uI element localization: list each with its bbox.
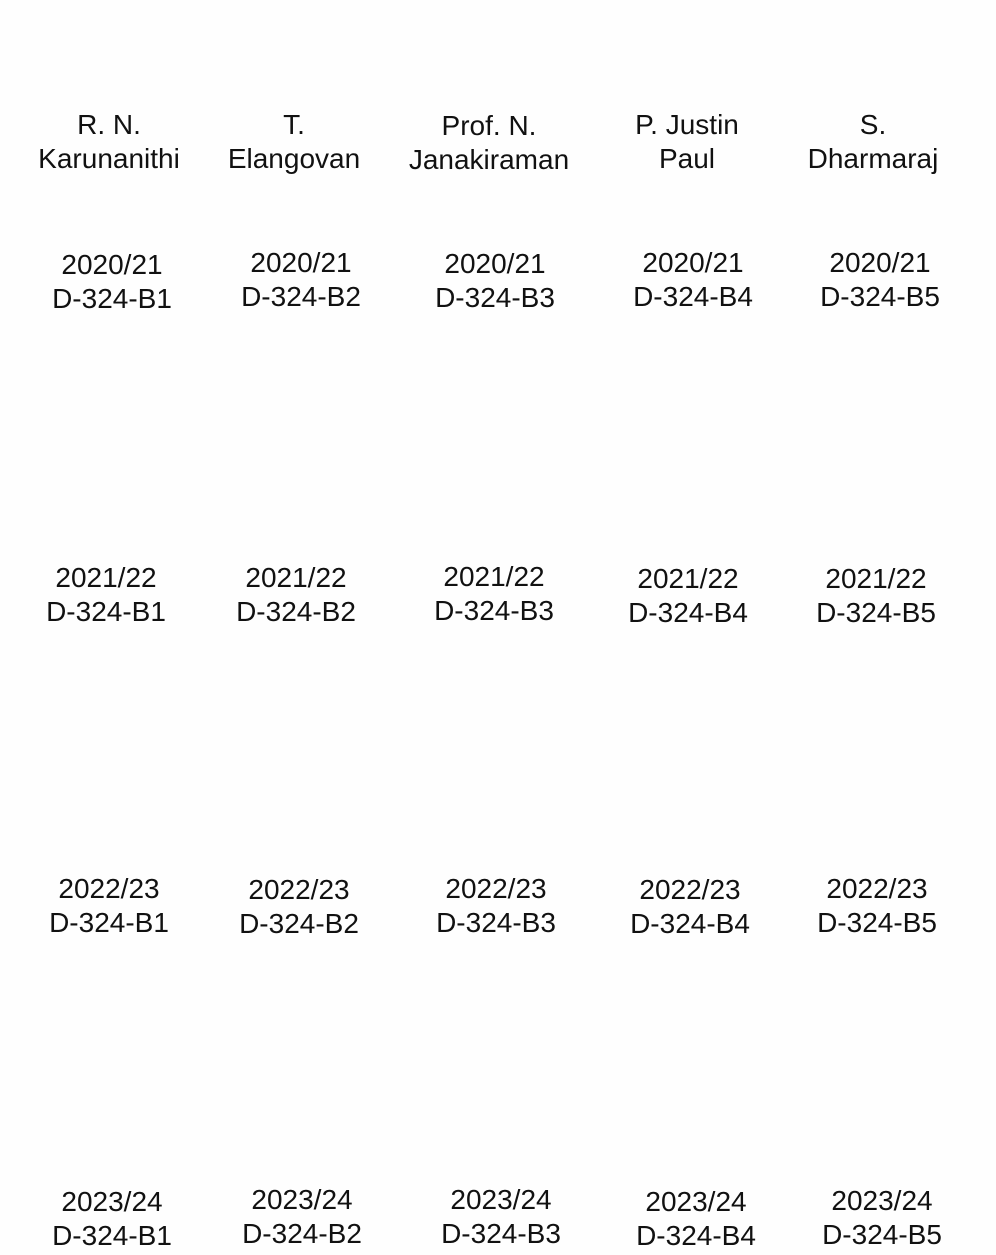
name-line2: Dharmaraj (807, 143, 939, 174)
code-text: D-324-B2 (239, 908, 359, 939)
volume-label (782, 872, 972, 940)
volume-label (601, 1185, 791, 1253)
name-line1: P. Justin (635, 109, 739, 140)
code-text: D-324-B3 (436, 907, 556, 938)
year-text: 2023/24 (61, 1186, 163, 1217)
code-text: D-324-B5 (817, 907, 937, 938)
name-line1: T. (283, 109, 305, 140)
volume-label (207, 1183, 397, 1251)
name-label (199, 108, 389, 176)
year-text: 2020/21 (444, 248, 546, 279)
year-text: 2022/23 (639, 874, 741, 905)
code-text: D-324-B1 (49, 907, 169, 938)
code-text: D-324-B3 (435, 282, 555, 313)
name-line1: S. (859, 109, 887, 140)
code-text: D-324-B2 (236, 596, 356, 627)
volume-label (400, 247, 590, 315)
year-text: 2020/21 (61, 249, 163, 280)
year-text: 2020/21 (642, 247, 744, 278)
volume-label (399, 560, 589, 628)
year-text: 2021/22 (825, 563, 927, 594)
code-text: D-324-B5 (816, 597, 936, 628)
name-label (592, 108, 782, 176)
year-text: 2022/23 (248, 874, 350, 905)
volume-label (17, 248, 207, 316)
year-text: 2021/22 (443, 561, 545, 592)
volume-label (781, 562, 971, 630)
name-label (394, 109, 584, 177)
year-text: 2023/24 (251, 1184, 353, 1215)
year-text: 2020/21 (250, 247, 352, 278)
year-text: 2022/23 (826, 873, 928, 904)
volume-label (11, 561, 201, 629)
name-line1: Prof. N. (441, 110, 537, 141)
volume-label (201, 561, 391, 629)
volume-label (785, 246, 975, 314)
year-text: 2020/21 (829, 247, 931, 278)
volume-label (401, 872, 591, 940)
name-line2: Janakiraman (408, 144, 570, 175)
volume-label (598, 246, 788, 314)
name-label (14, 108, 204, 176)
volume-label (206, 246, 396, 314)
code-text: D-324-B2 (242, 1218, 362, 1249)
year-text: 2021/22 (637, 563, 739, 594)
code-text: D-324-B4 (636, 1220, 756, 1251)
name-line2: Paul (658, 143, 716, 174)
volume-label (14, 872, 204, 940)
volume-label (595, 873, 785, 941)
name-line2: Karunanithi (38, 143, 180, 174)
code-text: D-324-B4 (628, 597, 748, 628)
year-text: 2023/24 (831, 1185, 933, 1216)
volume-label (406, 1183, 596, 1251)
code-text: D-324-B3 (441, 1218, 561, 1249)
code-text: D-324-B2 (241, 281, 361, 312)
code-text: D-324-B1 (52, 1220, 172, 1251)
volume-label (204, 873, 394, 941)
volume-label (17, 1185, 207, 1253)
code-text: D-324-B5 (822, 1219, 942, 1250)
volume-label (593, 562, 783, 630)
year-text: 2021/22 (55, 562, 157, 593)
name-line1: R. N. (77, 109, 141, 140)
year-text: 2023/24 (645, 1186, 747, 1217)
volume-label (787, 1184, 977, 1252)
year-text: 2023/24 (450, 1184, 552, 1215)
code-text: D-324-B1 (46, 596, 166, 627)
code-text: D-324-B3 (434, 595, 554, 626)
code-text: D-324-B5 (820, 281, 940, 312)
year-text: 2022/23 (445, 873, 547, 904)
year-text: 2022/23 (58, 873, 160, 904)
name-label (778, 108, 968, 176)
code-text: D-324-B4 (633, 281, 753, 312)
code-text: D-324-B4 (630, 908, 750, 939)
year-text: 2021/22 (245, 562, 347, 593)
name-line2: Elangovan (227, 143, 361, 174)
code-text: D-324-B1 (52, 283, 172, 314)
